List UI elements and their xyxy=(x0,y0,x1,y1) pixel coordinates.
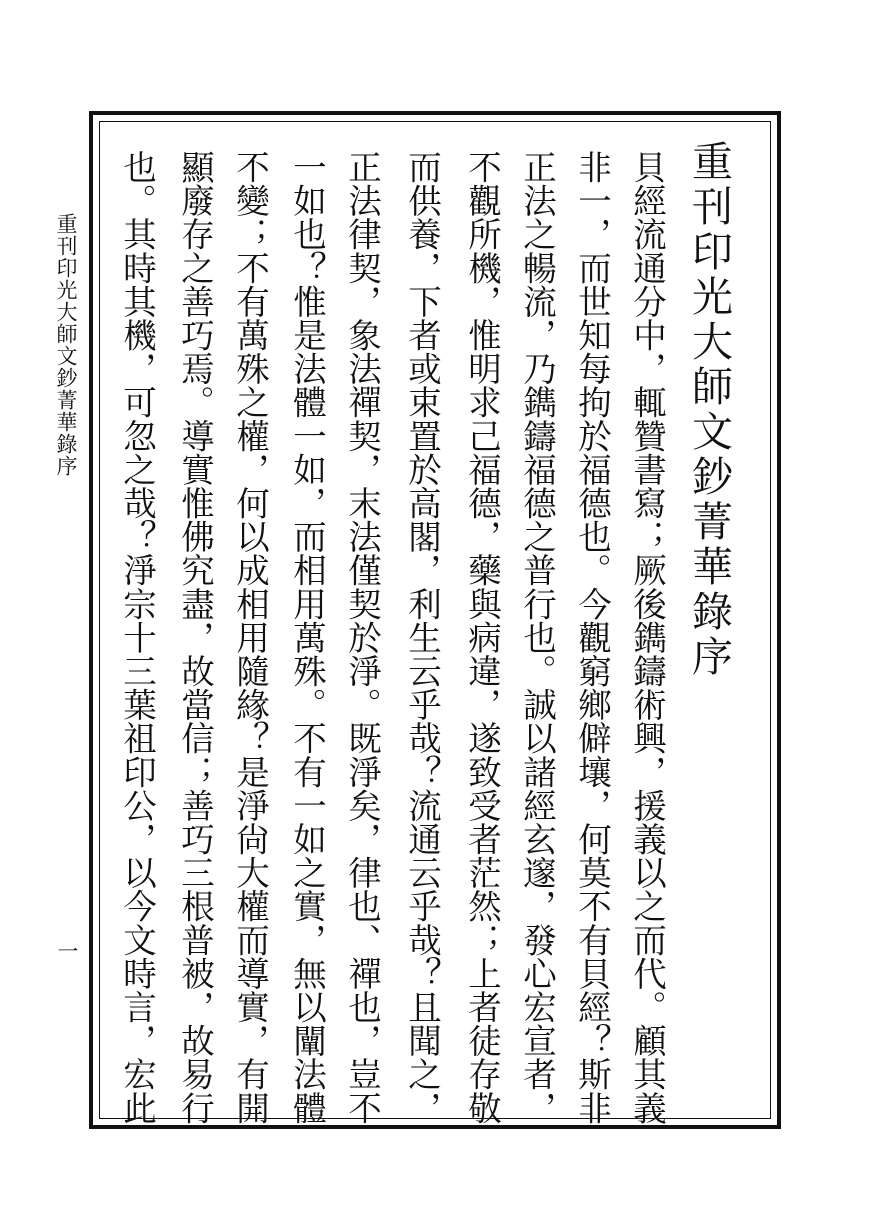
text-column-3: 正法之暢流，乃鐫鑄福德之普行也。誠以諸經玄邃，發心宏宣者， xyxy=(517,150,557,1125)
text-column-4: 不觀所機，惟明求己福德，藥與病違，遂致受者茫然；上者徒存敬 xyxy=(462,150,502,1125)
preface-title: 重刊印光大師文鈔菁華錄序 xyxy=(685,140,733,680)
margin-book-title: 重刊印光大師文鈔菁華錄序 xyxy=(54,213,78,477)
page-number: 一 xyxy=(55,940,79,961)
text-column-6: 正法律契，象法禪契，末法僅契於淨。既淨矣，律也、禪也，豈不 xyxy=(342,150,382,1125)
text-column-5: 而供養，下者或束置於高閣，利生云乎哉？流通云乎哉？且聞之， xyxy=(402,150,442,1125)
text-column-10: 也。其時其機，可忽之哉？淨宗十三葉祖印公，以今文時言，宏此 xyxy=(117,150,157,1125)
text-column-2: 非一，而世知每拘於福德也。今觀窮鄉僻壤，何莫不有貝經？斯非 xyxy=(572,150,612,1125)
text-column-1: 貝經流通分中，輒贊書寫；厥後鐫鑄術興，援義以之而代。顧其義 xyxy=(627,150,667,1125)
text-column-7: 一如也？惟是法體一如，而相用萬殊。不有一如之實，無以闡法體 xyxy=(287,150,327,1125)
text-column-8: 不變；不有萬殊之權，何以成相用隨緣？是淨尙大權而導實，有開 xyxy=(230,150,270,1125)
text-column-9: 顯廢存之善巧焉。導實惟佛究盡，故當信；善巧三根普被，故易行 xyxy=(175,150,215,1125)
